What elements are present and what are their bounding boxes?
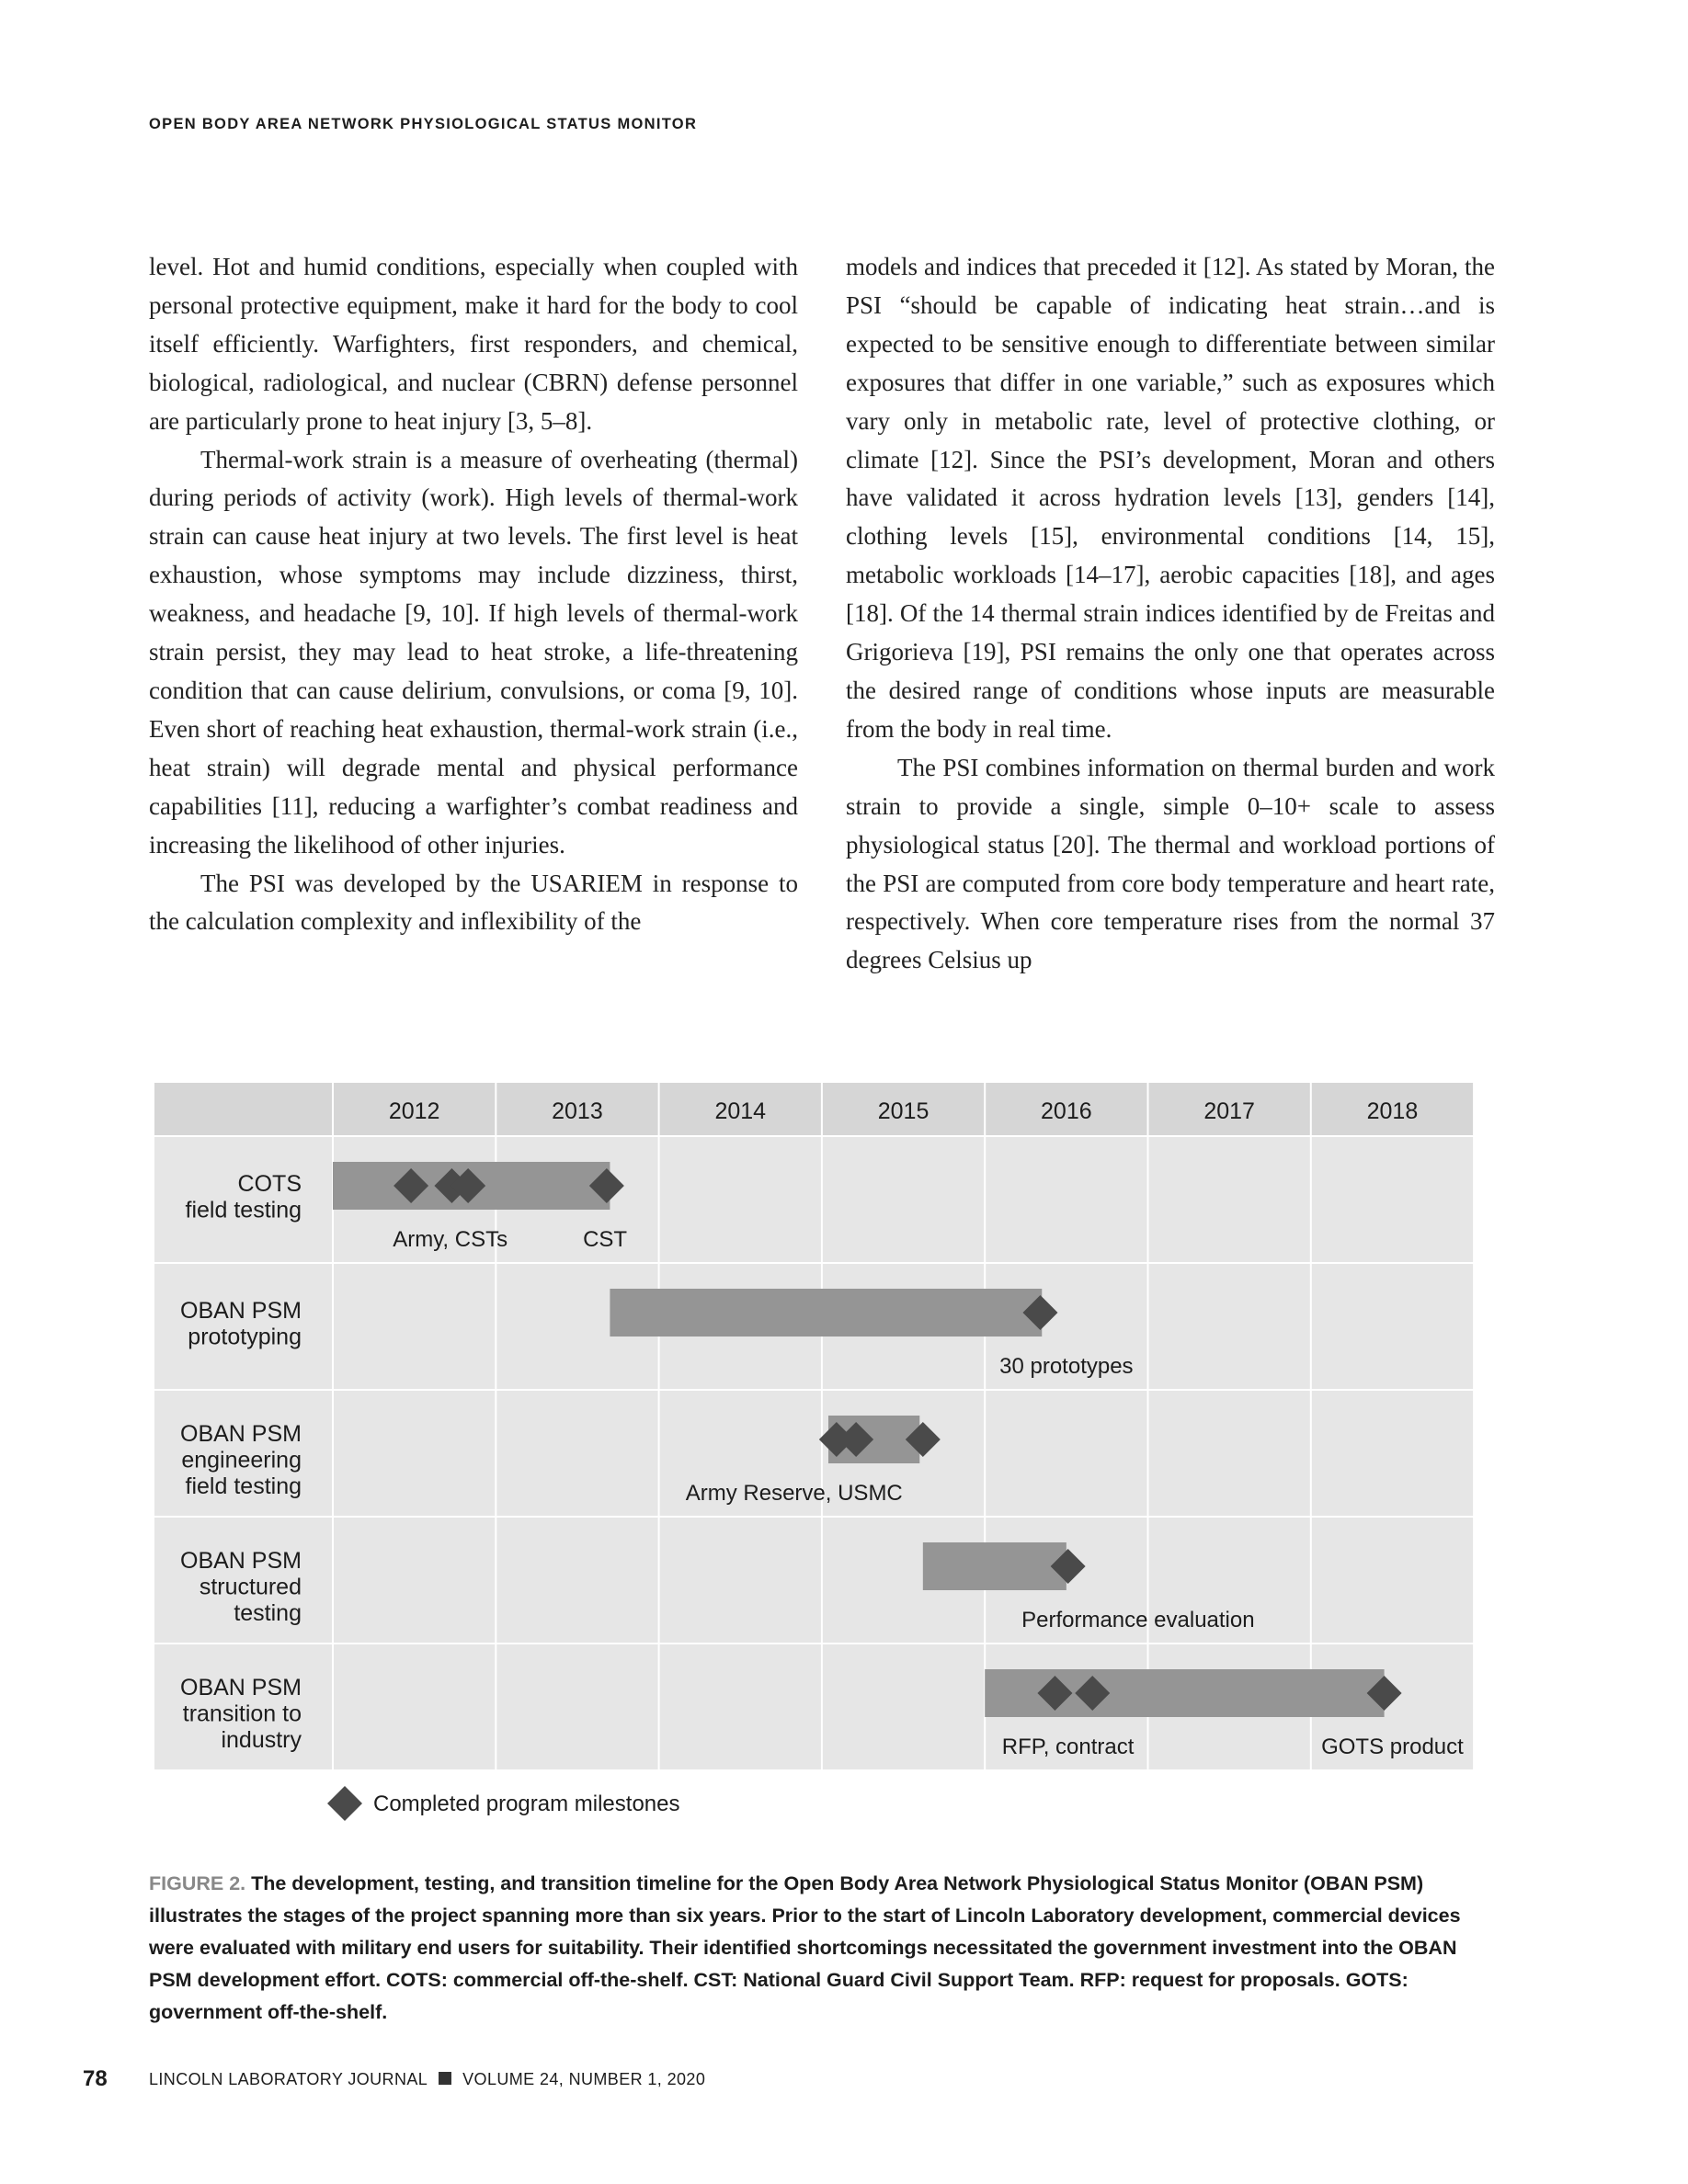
milestone-annotation: RFP, contract [1001, 1735, 1135, 1759]
journal-info [149, 2070, 705, 2089]
text-column-left [149, 248, 798, 941]
row-label: engineering [181, 1447, 302, 1473]
figure-caption [149, 1868, 1480, 2029]
row-label: COTS [237, 1171, 302, 1197]
milestone-annotation: Performance evaluation [1021, 1608, 1255, 1632]
row-label: OBAN PSM [180, 1421, 302, 1447]
paragraph: models and indices that preceded it [12]. As stated by Moran, the PSI “should be capable of indicating heat strain…and is expected to be sensitive enough to differentiate between similar exposures that differ in one variable,” such as exposures which vary only in metabolic rate, level of protective clothing, or climate [12]. Since the PSI’s development, Moran and others have validated it across hydration levels [13], genders [14], clothing levels [15], environmental conditions [14, 15], metabolic workloads [14–17], aerobic capacities [18], and ages [18]. Of the 14 thermal strain indices identified by de Freitas and Grigorieva [19], PSI remains the only one that operates across the desired range of conditions whose inputs are measurable from the body in real time. [846, 253, 1495, 743]
milestone-annotation: Army Reserve, USMC [685, 1481, 903, 1506]
paragraph: The PSI was developed by the USARIEM in response to the calculation complexity and inflexibility of the [149, 869, 798, 936]
row-label: structured [199, 1574, 302, 1600]
row-label: field testing [185, 1197, 302, 1223]
legend-label: Completed program milestones [373, 1792, 680, 1816]
row-label: testing [234, 1600, 302, 1626]
year-label: 2012 [388, 1098, 440, 1124]
year-label: 2013 [552, 1098, 603, 1124]
journal-volume: VOLUME 24, NUMBER 1, 2020 [462, 2070, 706, 2088]
year-label: 2014 [714, 1098, 767, 1124]
row-label: prototyping [188, 1324, 302, 1350]
milestone-annotation: 30 prototypes [999, 1354, 1134, 1379]
paragraph: level. Hot and humid conditions, especially when coupled with personal protective equipment, make it hard for the body to cool itself efficiently. Warfighters, first responders, and chemical, biological, radiological, and nuclear (CBRN) defense personnel are particularly prone to heat injury [3, 5–8]. [149, 253, 798, 435]
row-label: transition to [182, 1701, 302, 1727]
square-separator-icon [439, 2072, 451, 2085]
milestone-annotation: Army, CSTs [393, 1227, 508, 1252]
year-label: 2015 [877, 1098, 930, 1124]
row-label: OBAN PSM [180, 1298, 302, 1324]
figure-label: FIGURE 2. [149, 1872, 246, 1894]
milestone-annotation: CST [583, 1227, 628, 1252]
journal-name: LINCOLN LABORATORY JOURNAL [149, 2070, 428, 2088]
running-head: OPEN BODY AREA NETWORK PHYSIOLOGICAL STATUS MONITOR [149, 116, 698, 132]
legend-diamond [327, 1786, 362, 1821]
row-label: field testing [185, 1473, 302, 1499]
timeline-bar [923, 1542, 1066, 1590]
row-label: OBAN PSM [180, 1675, 302, 1701]
timeline-bar [610, 1289, 1042, 1337]
row-label: OBAN PSM [180, 1548, 302, 1574]
year-label: 2016 [1041, 1098, 1092, 1124]
page-number: 78 [83, 2066, 108, 2091]
paragraph: The PSI combines information on thermal burden and work strain to provide a single, simple 0–10+ scale to assess physiological status [20]. The thermal and workload portions of the PSI are computed from core body temperature and heart rate, respectively. When core temperature rises from the normal 37 degrees Celsius up [846, 753, 1495, 974]
caption-text: The development, testing, and transition timeline for the Open Body Area Network Physiological Status Monitor (OBAN PSM) illustrates the stages of the project spanning more than six years. Prior to the start of Lincoln Laboratory development, commercial devices were evaluated with military end users for suitability. Their identified shortcomings necessitated the government investment into the OBAN PSM development effort. COTS: commercial off-the-shelf. CST: National Guard Civil Support Team. RFP: request for proposals. GOTS: government off-the-shelf. [149, 1872, 1461, 2023]
year-label: 2017 [1203, 1098, 1255, 1124]
paragraph: Thermal-work strain is a measure of overheating (thermal) during periods of activity (work). High levels of thermal-work strain can cause heat injury at two levels. The first level is heat exhaustion, whose symptoms may include dizziness, thirst, weakness, and headache [9, 10]. If high levels of thermal-work strain persist, they may lead to heat stroke, a life-threatening condition that can cause delirium, convulsions, or coma [9, 10]. Even short of reaching heat exhaustion, thermal-work strain (i.e., heat strain) will degrade mental and physical performance capabilities [11], reducing a warfighter’s combat readiness and increasing the likelihood of other injuries. [149, 445, 798, 859]
timeline-figure [154, 1083, 1482, 1816]
text-column-right [846, 248, 1495, 980]
row-label: industry [221, 1727, 302, 1753]
year-label: 2018 [1366, 1098, 1419, 1124]
timeline-chart [154, 1083, 1482, 1816]
milestone-annotation: GOTS product [1321, 1735, 1464, 1759]
header-row [154, 1083, 1474, 1136]
